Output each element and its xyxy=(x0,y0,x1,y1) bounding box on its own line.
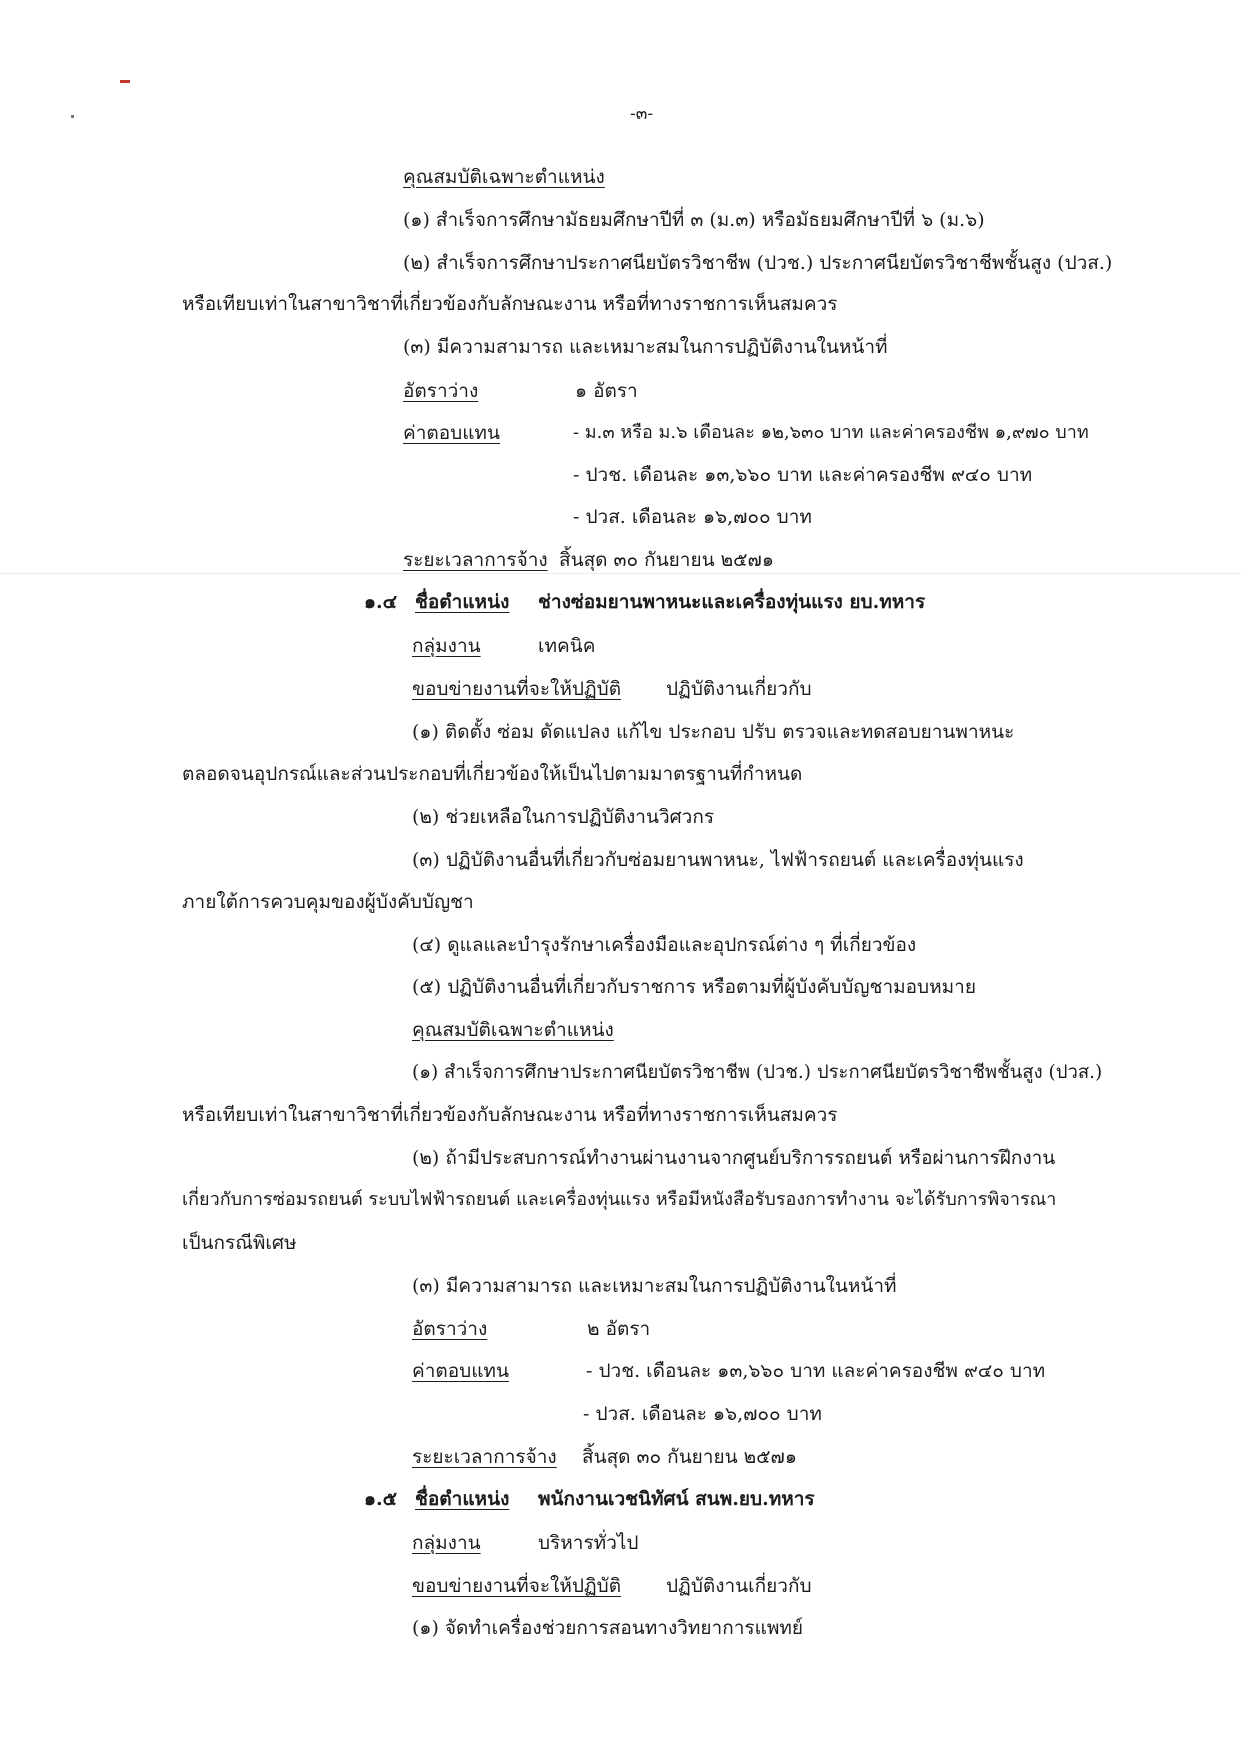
qualification-heading: คุณสมบัติเฉพาะตำแหน่ง xyxy=(412,1019,614,1041)
page-number: -๓- xyxy=(630,104,654,124)
job-scope-value: ปฏิบัติงานเกี่ยวกับ xyxy=(666,678,812,700)
qualification-item-cont: หรือเทียบเท่าในสาขาวิชาที่เกี่ยวข้องกับลักษณะงาน หรือที่ทางราชการเห็นสมควร xyxy=(182,1104,838,1126)
job-scope-label: ขอบข่ายงานที่จะให้ปฏิบัติ xyxy=(412,678,622,700)
pay-item: - ม.๓ หรือ ม.๖ เดือนละ ๑๒,๖๓๐ บาท และค่าครองชีพ ๑,๙๗๐ บาท xyxy=(573,422,1089,443)
position-label: ชื่อตำแหน่ง xyxy=(415,1488,510,1510)
job-scope-label: ขอบข่ายงานที่จะให้ปฏิบัติ xyxy=(412,1575,622,1597)
duty-item-cont: ภายใต้การควบคุมของผู้บังคับบัญชา xyxy=(182,891,474,913)
pay-label: ค่าตอบแทน xyxy=(412,1360,509,1382)
qualification-item: (๓) มีความสามารถ และเหมาะสมในการปฏิบัติงานในหน้าที่ xyxy=(412,1275,897,1297)
qualification-item: (๑) สำเร็จการศึกษามัธยมศึกษาปีที่ ๓ (ม.๓) หรือมัธยมศึกษาปีที่ ๖ (ม.๖) xyxy=(403,209,985,231)
work-group-label: กลุ่มงาน xyxy=(412,635,481,657)
pay-item: - ปวส. เดือนละ ๑๖,๗๐๐ บาท xyxy=(583,1403,822,1425)
employment-period-value: สิ้นสุด ๓๐ กันยายน ๒๕๗๑ xyxy=(582,1446,797,1468)
position-title: พนักงานเวชนิทัศน์ สนพ.ยบ.ทหาร xyxy=(538,1488,815,1510)
pay-item: - ปวส. เดือนละ ๑๖,๗๐๐ บาท xyxy=(573,506,812,528)
qualification-item-cont: เป็นกรณีพิเศษ xyxy=(182,1232,297,1254)
qualification-item: (๒) สำเร็จการศึกษาประกาศนียบัตรวิชาชีพ (ปวช.) ประกาศนียบัตรวิชาชีพชั้นสูง (ปวส.) xyxy=(403,252,1113,274)
duty-item: (๒) ช่วยเหลือในการปฏิบัติงานวิศวกร xyxy=(412,806,715,828)
qualification-heading: คุณสมบัติเฉพาะตำแหน่ง xyxy=(403,166,605,188)
duty-item: (๑) ติดตั้ง ซ่อม ดัดแปลง แก้ไข ประกอบ ปรับ ตรวจและทดสอบยานพาหนะ xyxy=(412,721,1015,743)
position-label: ชื่อตำแหน่ง xyxy=(415,591,510,613)
qualification-item: (๑) สำเร็จการศึกษาประกาศนียบัตรวิชาชีพ (ปวช.) ประกาศนียบัตรวิชาชีพชั้นสูง (ปวส.) xyxy=(412,1062,1103,1083)
pay-item: - ปวช. เดือนละ ๑๓,๖๖๐ บาท และค่าครองชีพ ๙๔๐ บาท xyxy=(573,464,1033,486)
qualification-item: (๓) มีความสามารถ และเหมาะสมในการปฏิบัติงานในหน้าที่ xyxy=(403,336,888,358)
vacancy-label: อัตราว่าง xyxy=(412,1318,488,1340)
duty-item: (๓) ปฏิบัติงานอื่นที่เกี่ยวกับซ่อมยานพาหนะ, ไฟฟ้ารถยนต์ และเครื่องทุ่นแรง xyxy=(412,849,1024,871)
work-group-value: เทคนิค xyxy=(538,635,596,657)
employment-period-label: ระยะเวลาการจ้าง xyxy=(403,549,548,571)
work-group-value: บริหารทั่วไป xyxy=(538,1532,639,1554)
duty-item-cont: ตลอดจนอุปกรณ์และส่วนประกอบที่เกี่ยวข้องให้เป็นไปตามมาตรฐานที่กำหนด xyxy=(182,763,803,785)
duty-item: (๑) จัดทำเครื่องช่วยการสอนทางวิทยาการแพทย์ xyxy=(412,1617,804,1639)
qualification-item-cont: เกี่ยวกับการซ่อมรถยนต์ ระบบไฟฟ้ารถยนต์ และเครื่องทุ่นแรง หรือมีหนังสือรับรองการทำงาน จะได้รับการพิจารณา xyxy=(182,1189,1057,1210)
qualification-item-cont: หรือเทียบเท่าในสาขาวิชาที่เกี่ยวข้องกับลักษณะงาน หรือที่ทางราชการเห็นสมควร xyxy=(182,293,838,315)
employment-period-value: สิ้นสุด ๓๐ กันยายน ๒๕๗๑ xyxy=(559,549,774,571)
employment-period-label: ระยะเวลาการจ้าง xyxy=(412,1446,557,1468)
duty-item: (๔) ดูแลและบำรุงรักษาเครื่องมือและอุปกรณ์ต่าง ๆ ที่เกี่ยวข้อง xyxy=(412,934,917,956)
section-number: ๑.๕ xyxy=(364,1488,398,1510)
scan-mark xyxy=(120,80,130,83)
position-title: ช่างซ่อมยานพาหนะและเครื่องทุ่นแรง ยบ.ทหาร xyxy=(538,591,926,613)
vacancy-value: ๒ อัตรา xyxy=(587,1318,651,1340)
section-number: ๑.๔ xyxy=(364,591,398,613)
pay-item: - ปวช. เดือนละ ๑๓,๖๖๐ บาท และค่าครองชีพ ๙๔๐ บาท xyxy=(586,1360,1046,1382)
scan-speck xyxy=(71,115,74,118)
job-scope-value: ปฏิบัติงานเกี่ยวกับ xyxy=(666,1575,812,1597)
vacancy-label: อัตราว่าง xyxy=(403,380,479,402)
pay-label: ค่าตอบแทน xyxy=(403,422,500,444)
work-group-label: กลุ่มงาน xyxy=(412,1532,481,1554)
duty-item: (๕) ปฏิบัติงานอื่นที่เกี่ยวกับราชการ หรือตามที่ผู้บังคับบัญชามอบหมาย xyxy=(412,976,976,998)
vacancy-value: ๑ อัตรา xyxy=(575,380,638,402)
qualification-item: (๒) ถ้ามีประสบการณ์ทำงานผ่านงานจากศูนย์บริการรถยนต์ หรือผ่านการฝึกงาน xyxy=(412,1147,1056,1169)
